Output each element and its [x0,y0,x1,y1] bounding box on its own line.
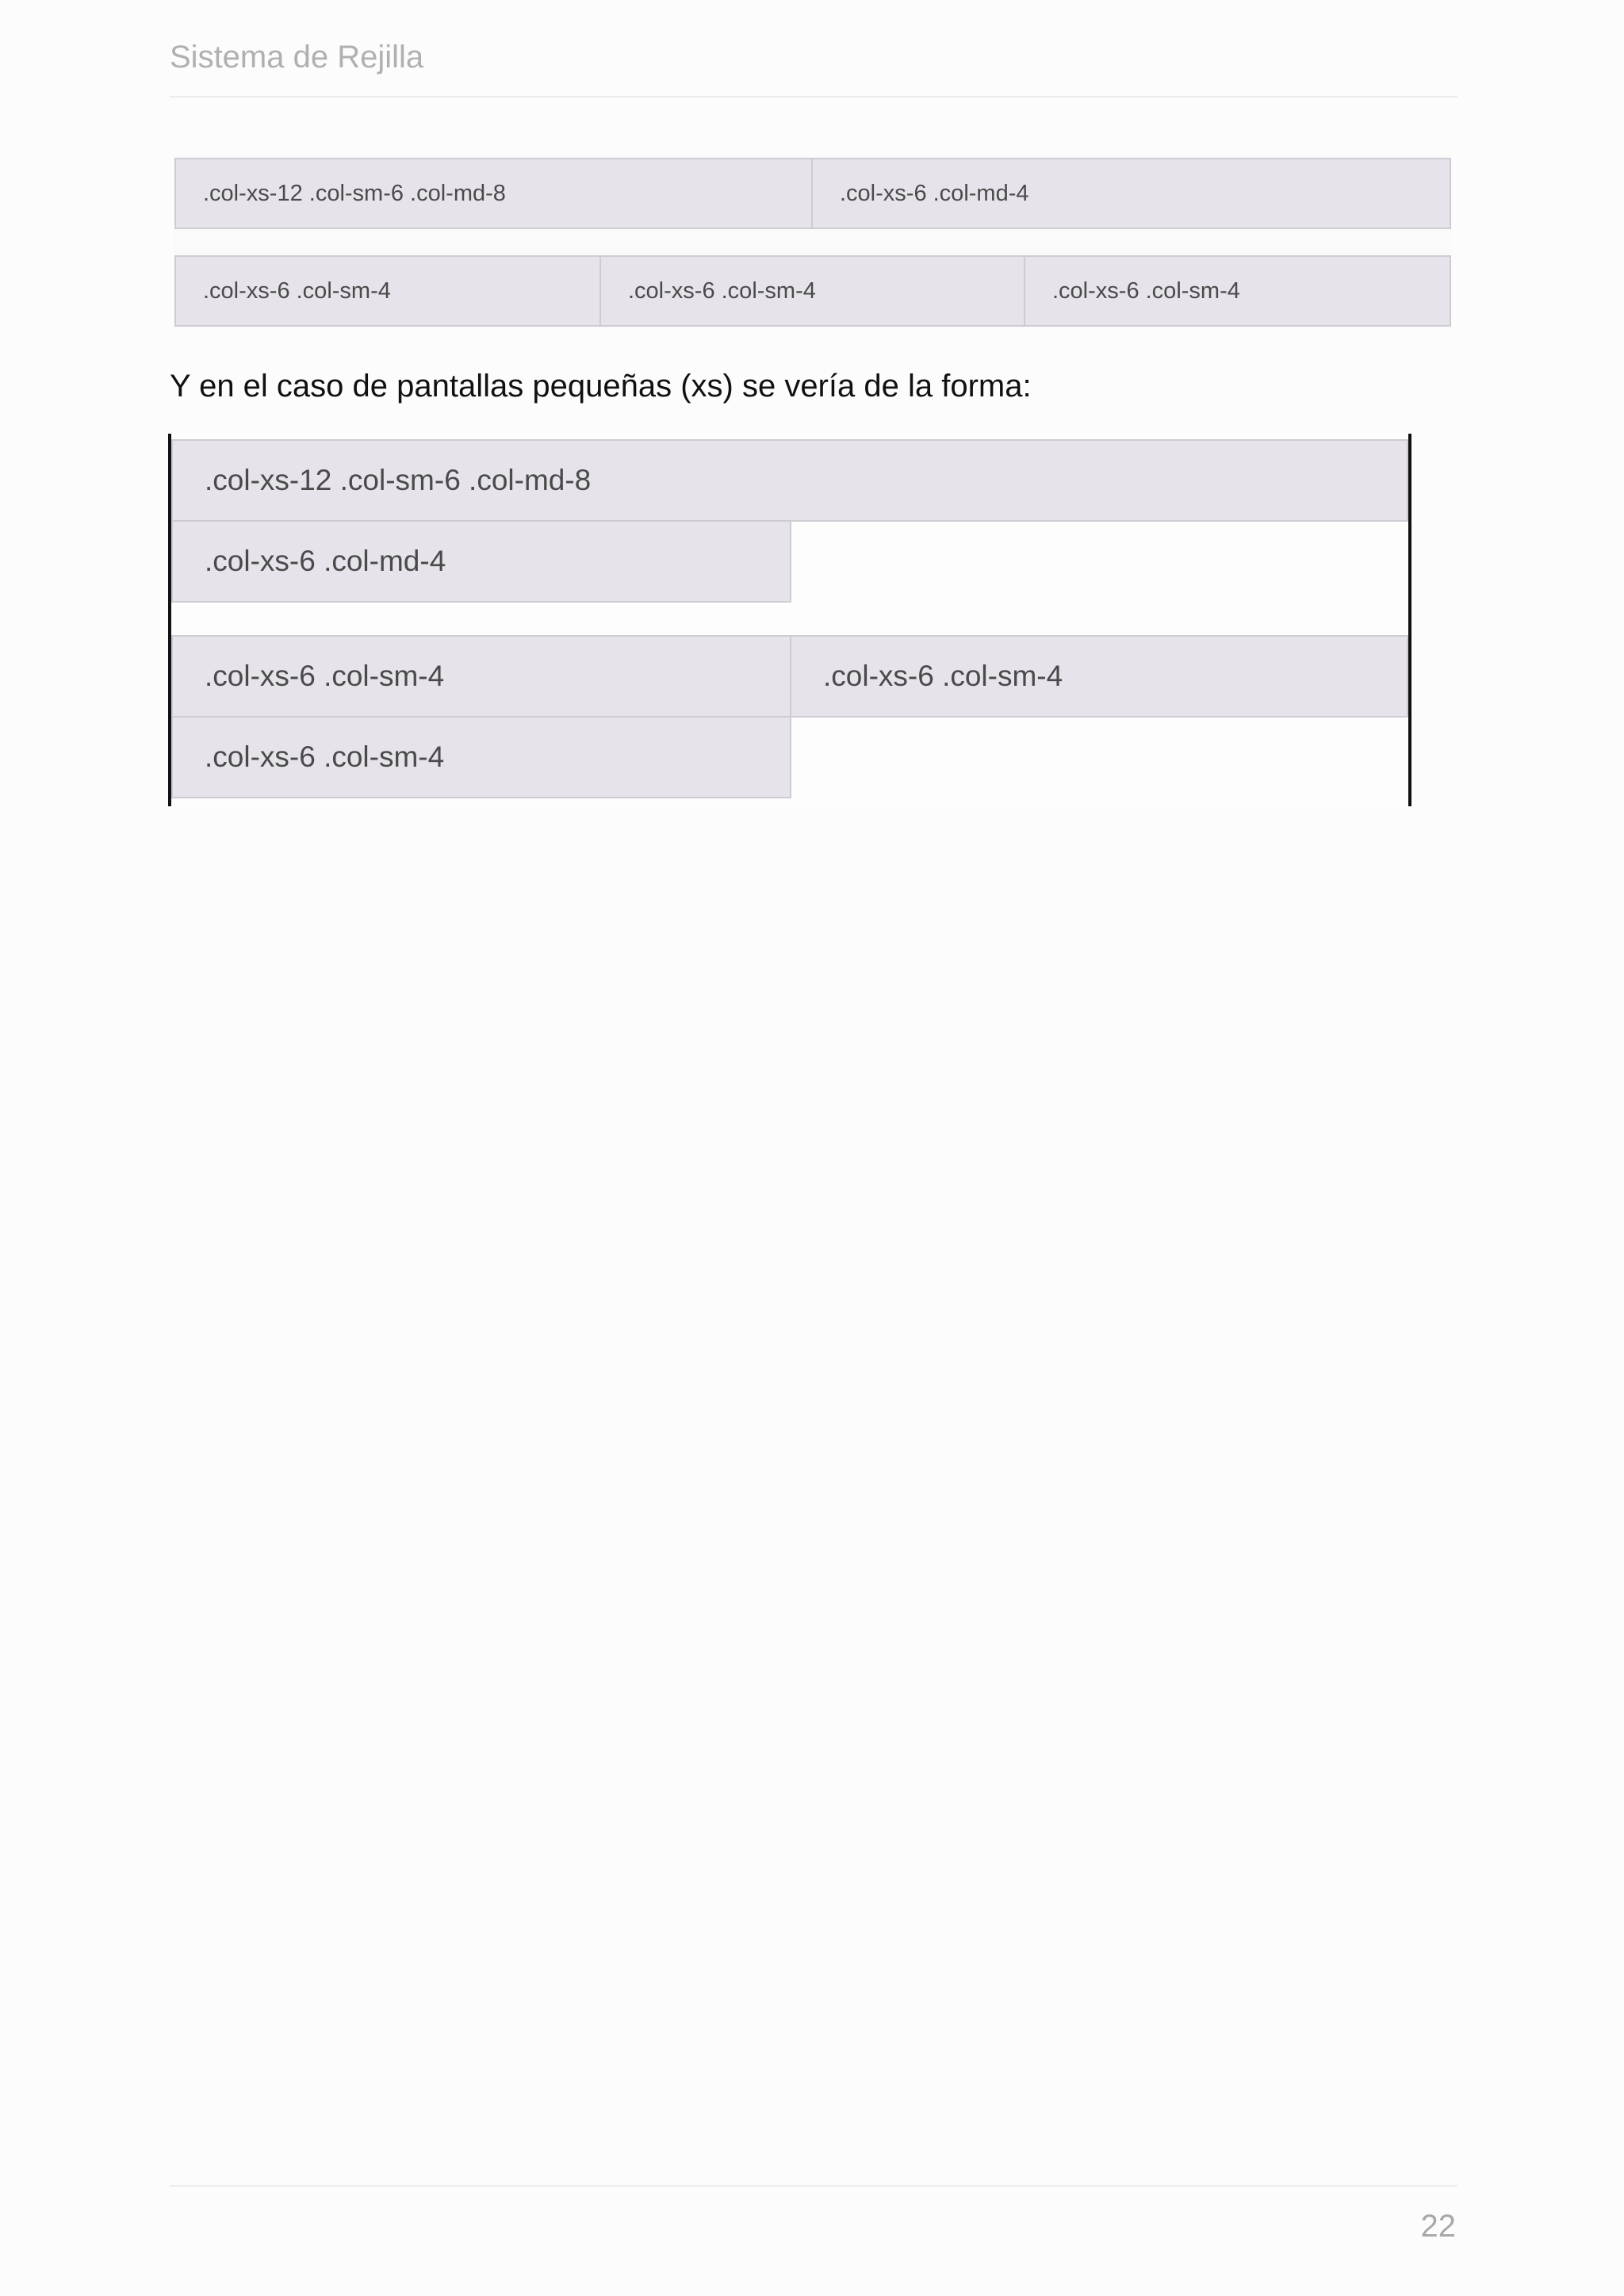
grid-figure-xs [168,434,1413,806]
grid-cell: .col-xs-6 .col-sm-4 [1024,255,1451,327]
footer-divider [170,2185,1457,2187]
body-paragraph: Y en el caso de pantallas pequeñas (xs) se vería de la forma: [170,369,1032,404]
grid-figure-medium [174,155,1451,328]
grid-cell: .col-xs-6 .col-sm-4 [599,255,1025,327]
grid-cell: .col-xs-6 .col-sm-4 [171,716,791,798]
grid-cell: .col-xs-6 .col-sm-4 [790,635,1408,718]
grid-cell: .col-xs-12 .col-sm-6 .col-md-8 [174,158,813,229]
grid-cell: .col-xs-6 .col-md-4 [811,158,1451,229]
viewport-right-edge [1408,434,1411,806]
grid-cell: .col-xs-6 .col-sm-4 [171,635,791,718]
header-divider [170,96,1457,98]
page-number: 22 [1420,2209,1456,2244]
grid-cell: .col-xs-6 .col-md-4 [171,520,791,603]
running-header-title: Sistema de Rejilla [170,40,424,75]
grid-cell: .col-xs-6 .col-sm-4 [174,255,601,327]
grid-cell: .col-xs-12 .col-sm-6 .col-md-8 [171,439,1408,522]
